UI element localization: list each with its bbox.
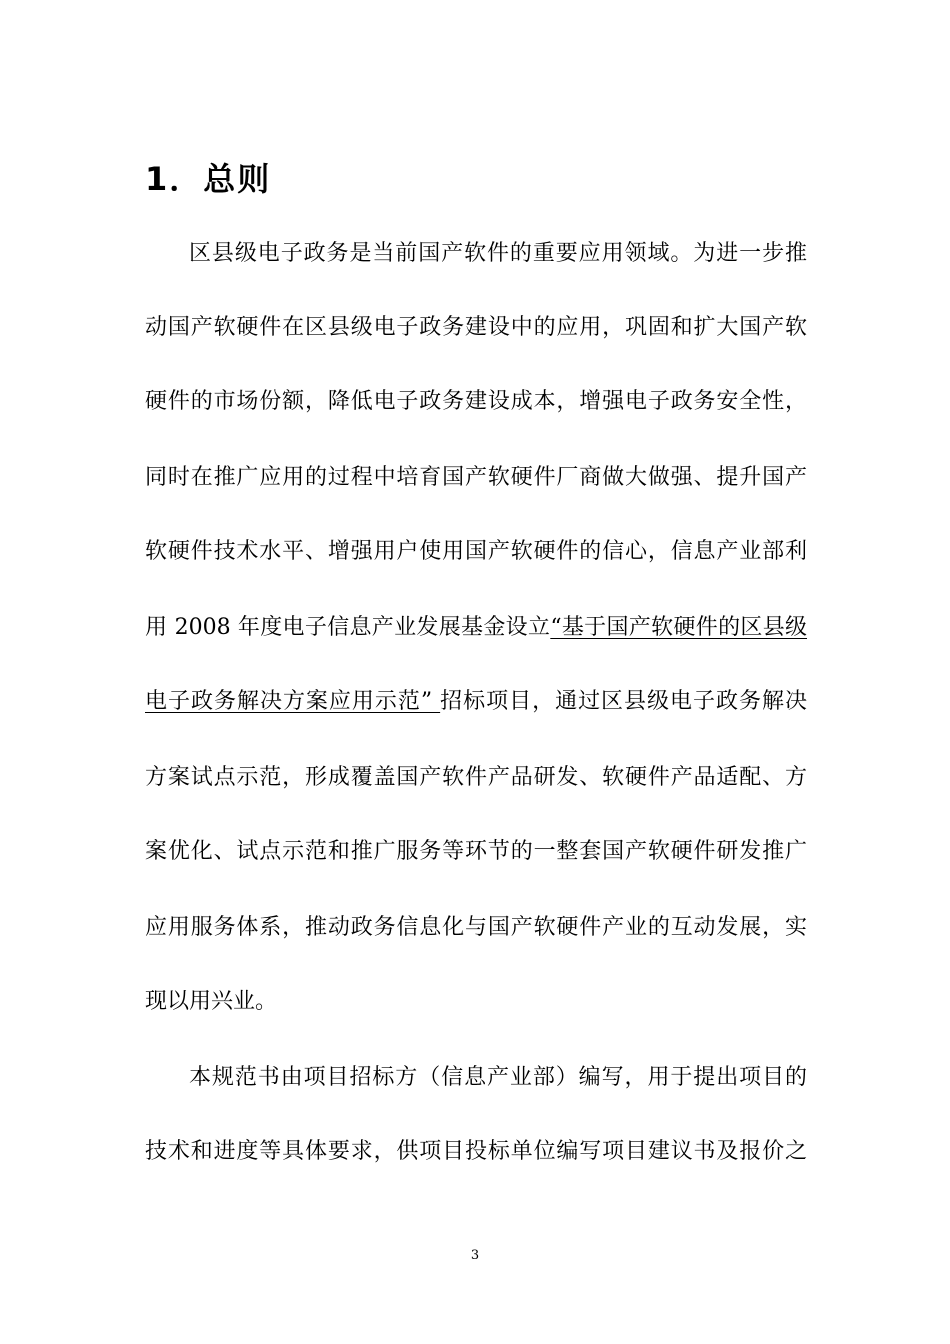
project-title-underlined: 电子政务解决方案应用示范” bbox=[145, 689, 441, 714]
paragraph-line: 技术和进度等具体要求，供项目投标单位编写项目建议书及报价之 bbox=[145, 1139, 807, 1164]
section-heading: 1．总则 bbox=[145, 160, 272, 198]
project-title-underlined: “基于国产软硬件的区县级 bbox=[550, 615, 808, 640]
paragraph-line: 硬件的市场份额，降低电子政务建设成本，增强电子政务安全性， bbox=[145, 389, 807, 414]
paragraph-text: 用 2008 年度电子信息产业发展基金设立 bbox=[145, 615, 551, 640]
paragraph-line: 应用服务体系，推动政务信息化与国产软硬件产业的互动发展，实 bbox=[145, 915, 807, 940]
paragraph-line bbox=[145, 608, 807, 648]
paragraph-line: 动国产软硬件在区县级电子政务建设中的应用，巩固和扩大国产软 bbox=[145, 315, 807, 340]
paragraph-line: 方案试点示范，形成覆盖国产软件产品研发、软硬件产品适配、方 bbox=[145, 765, 807, 790]
paragraph-line: 本规范书由项目招标方（信息产业部）编写，用于提出项目的 bbox=[189, 1065, 807, 1090]
paragraph-line bbox=[145, 682, 807, 722]
page-number: 3 bbox=[470, 1248, 480, 1263]
paragraph-line: 现以用兴业。 bbox=[145, 989, 278, 1014]
paragraph-line: 软硬件技术水平、增强用户使用国产软硬件的信心，信息产业部利 bbox=[145, 539, 807, 564]
paragraph-line: 同时在推广应用的过程中培育国产软硬件厂商做大做强、提升国产 bbox=[145, 465, 807, 490]
paragraph-line: 区县级电子政务是当前国产软件的重要应用领域。为进一步推 bbox=[189, 241, 807, 266]
paragraph-text: 招标项目，通过区县级电子政务解决 bbox=[440, 689, 807, 714]
paragraph-line: 案优化、试点示范和推广服务等环节的一整套国产软硬件研发推广 bbox=[145, 839, 807, 864]
